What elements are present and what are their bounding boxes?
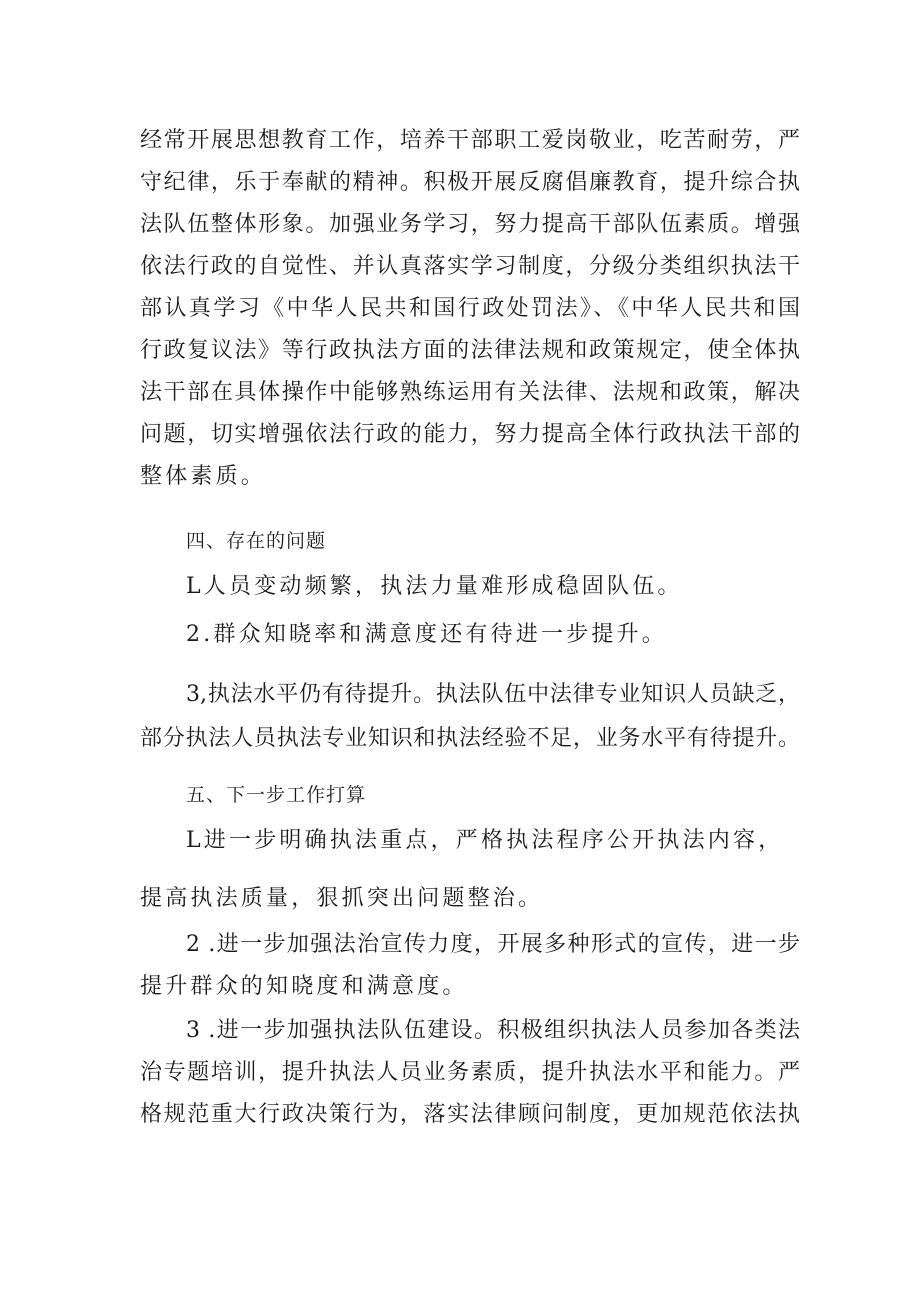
list-item-continuation: 部分执法人员执法专业知识和执法经验不足，业务水平有待提升。 [140,726,800,751]
section-heading: 四、存在的问题 [186,530,327,552]
list-item: L人员变动频繁，执法力量难形成稳固队伍。 [186,574,683,599]
section-heading: 五、下一步工作打算 [186,784,367,806]
list-item-continuation: 格规范重大行政决策行为，落实法律顾问制度，更加规范依法执 [140,1102,800,1127]
list-item: 2.群众知晓率和满意度还有待进一步提升。 [186,622,667,647]
paragraph-line: 法队伍整体形象。加强业务学习，努力提高干部队伍素质。增强 [140,212,800,237]
paragraph-line: 经常开展思想教育工作，培养干部职工爱岗敬业，吃苦耐劳，严 [140,128,800,153]
paragraph-line: 整体素质。 [140,464,267,489]
paragraph-line: 行政复议法》等行政执法方面的法律法规和政策规定，使全体执 [140,338,800,363]
paragraph-line: 守纪律，乐于奉献的精神。积极开展反腐倡廉教育，提升综合执 [140,170,800,195]
list-item: 2 .进一步加强法治宣传力度，开展多种形式的宣传，进一步 [186,932,800,957]
list-item: 3,执法水平仍有待提升。执法队伍中法律专业知识人员缺乏， [186,682,800,707]
list-item: 3 .进一步加强执法队伍建设。积极组织执法人员参加各类法 [186,1018,800,1043]
list-item-continuation: 治专题培训，提升执法人员业务素质，提升执法水平和能力。严 [140,1060,800,1085]
paragraph-line: 法干部在具体操作中能够熟练运用有关法律、法规和政策，解决 [140,380,800,405]
paragraph-line: 问题，切实增强依法行政的能力，努力提高全体行政执法干部的 [140,422,800,447]
list-item: L进一步明确执法重点，严格执法程序公开执法内容， [186,828,784,853]
list-item-continuation: 提升群众的知晓度和满意度。 [140,974,468,999]
paragraph-line: 部认真学习《中华人民共和国行政处罚法》、《中华人民共和国 [140,296,800,321]
list-item-continuation: 提高执法质量，狠抓突出问题整治。 [140,886,544,911]
paragraph-line: 依法行政的自觉性、并认真落实学习制度，分级分类组织执法干 [140,254,800,279]
